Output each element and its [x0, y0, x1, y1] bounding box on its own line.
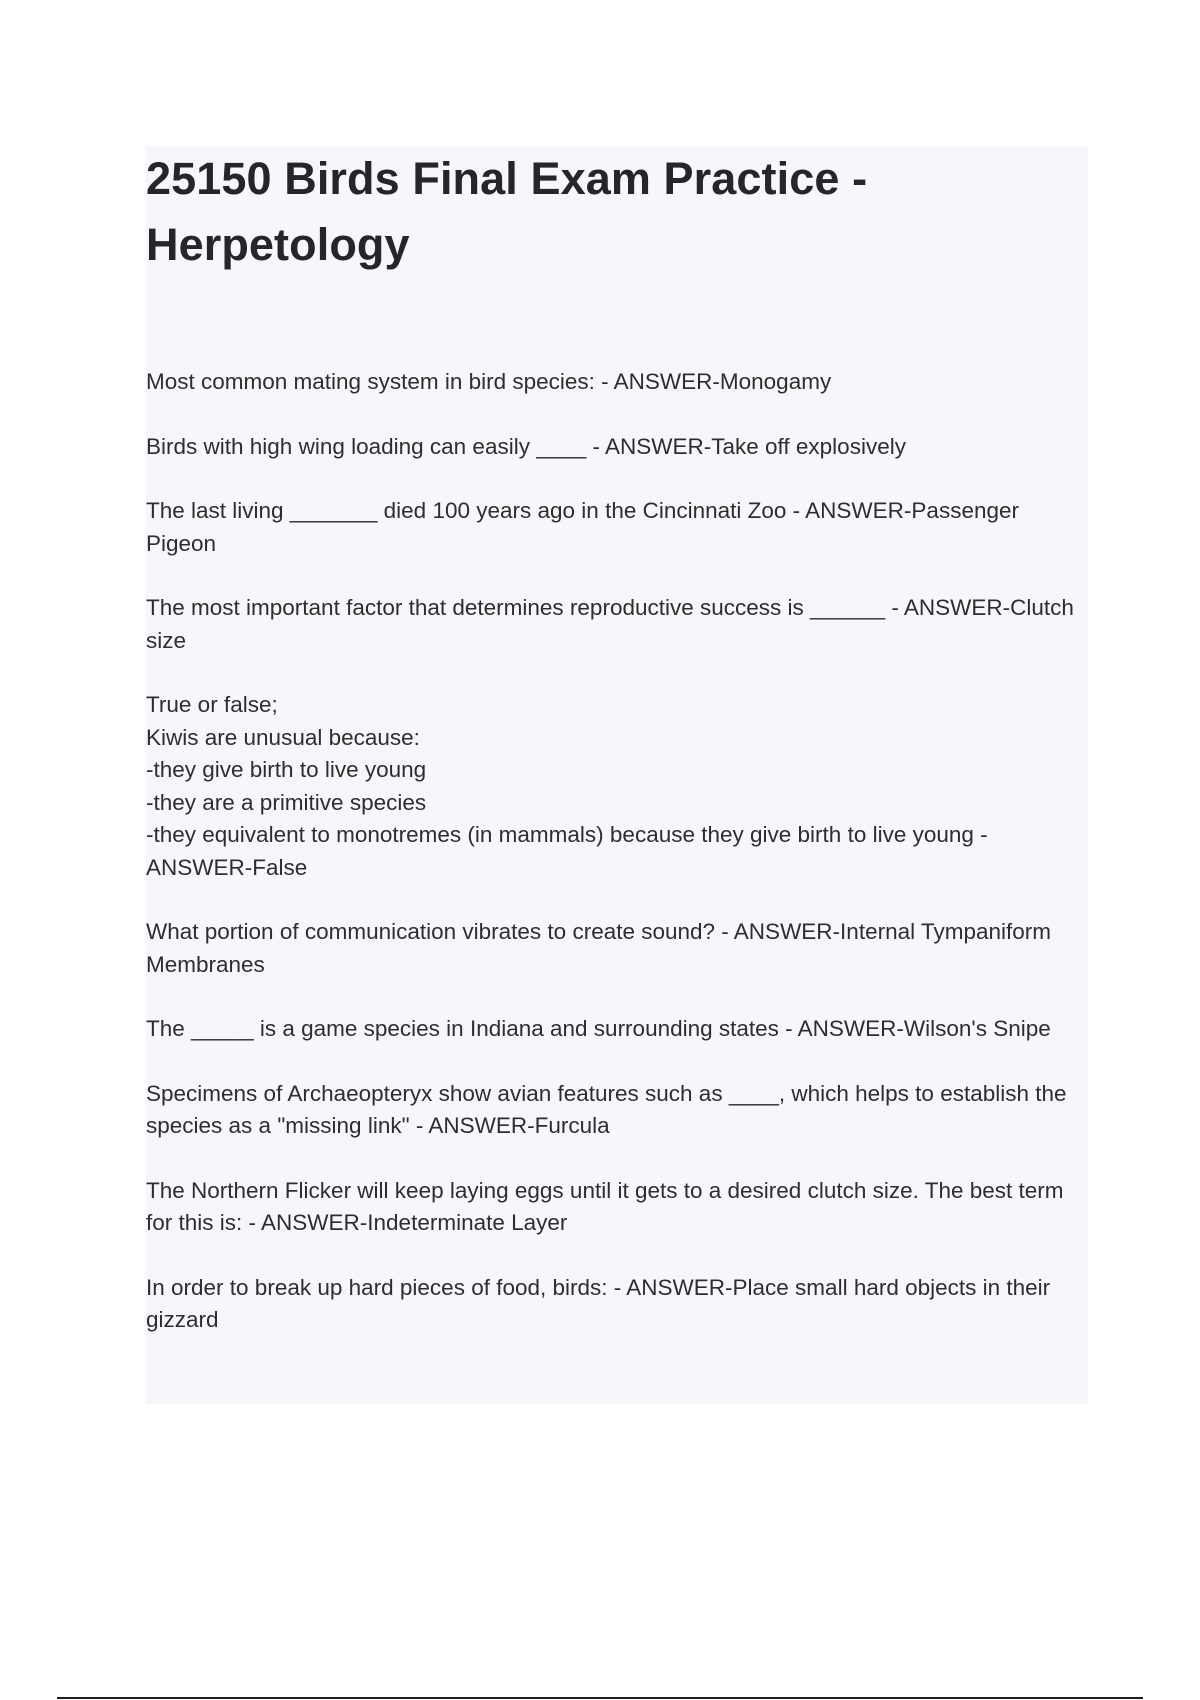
qa-item-1: Most common mating system in bird species: - ANSWER-Monogamy	[146, 369, 832, 394]
qa-item-6: What portion of communication vibrates to create sound? - ANSWER-Internal Tympaniform Membranes	[146, 919, 1051, 977]
qa-item-3: The last living _______ died 100 years ago in the Cincinnati Zoo - ANSWER-Passenger Pigeon	[146, 498, 1019, 556]
qa-item-4: The most important factor that determines reproductive success is ______ - ANSWER-Clutch size	[146, 595, 1074, 653]
qa-item-7: The _____ is a game species in Indiana and surrounding states - ANSWER-Wilson's Snipe	[146, 1016, 1051, 1041]
document-content-panel	[146, 146, 1088, 1404]
qa-item-2: Birds with high wing loading can easily ____ - ANSWER-Take off explosively	[146, 433, 906, 459]
qa-item-8: Specimens of Archaeopteryx show avian features such as ____, which helps to establish the species as a "missing link" - ANSWER-Furcula	[146, 1080, 1067, 1138]
question-answer-list	[146, 366, 1088, 1369]
qa-item-10: In order to break up hard pieces of food, birds: - ANSWER-Place small hard objects in their gizzard	[146, 1274, 1051, 1332]
qa-item-5: True or false; Kiwis are unusual because: -they give birth to live young -they are a primitive species -they equivalent to monotremes (in mammals) because they give birth to live young - ANSWER-False	[146, 692, 988, 880]
page-bottom-divider	[57, 1697, 1143, 1699]
qa-item-9: The Northern Flicker will keep laying eggs until it gets to a desired clutch size. The best term for this is: - ANSWER-Indeterminate Layer	[146, 1177, 1064, 1235]
document-title: 25150 Birds Final Exam Practice - Herpetology	[146, 153, 868, 270]
